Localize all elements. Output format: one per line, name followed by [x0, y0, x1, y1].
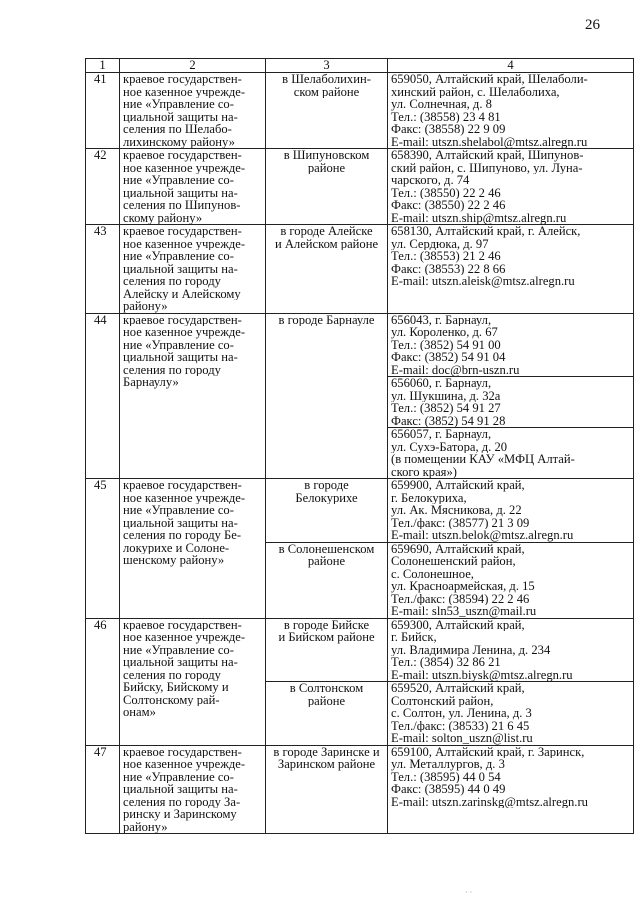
contact-info	[388, 225, 634, 314]
text-line: в Шипуновском	[283, 149, 370, 162]
table-body	[86, 73, 634, 834]
text-line: 659690, Алтайский край,	[391, 542, 525, 555]
text-line: E-mail: utszn.belok@mtsz.alregn.ru	[391, 529, 574, 542]
text-line: краевое государствен-	[123, 618, 242, 631]
text-line: E-mail: sln53_uszn@mail.ru	[391, 605, 537, 618]
contact-info	[388, 745, 634, 834]
contact-info	[388, 542, 634, 618]
text-line: с. Солонешное,	[391, 567, 474, 580]
text-line: району»	[123, 300, 168, 313]
organization-name	[120, 745, 266, 834]
row-number: 46	[86, 618, 120, 745]
service-area	[266, 225, 388, 314]
text-line: ние «Управление со-	[123, 250, 234, 263]
page-number: 26	[585, 17, 600, 33]
organization-name	[120, 73, 266, 149]
text-line: Факс: (38550) 22 2 46	[391, 199, 506, 212]
text-line: ул. Солнечная, д. 8	[391, 98, 492, 111]
text-line: E-mail: solton_uszn@list.ru	[391, 732, 533, 745]
text-line: циальной защиты на-	[123, 262, 238, 275]
text-line: ное казенное учрежде-	[123, 491, 246, 504]
text-line: Тел./факс: (38577) 21 3 09	[391, 516, 530, 529]
organization-name	[120, 479, 266, 619]
text-line: селения по городу	[123, 275, 221, 288]
row-number: 42	[86, 149, 120, 225]
text-line: Тел.: (38595) 44 0 54	[391, 770, 501, 783]
table-row	[86, 618, 634, 682]
text-line: E-mail: doc@brn-uszn.ru	[391, 363, 520, 376]
contact-info	[388, 479, 634, 543]
text-line: Заринском районе	[277, 758, 376, 771]
text-line: районе	[307, 555, 346, 568]
table-row	[86, 313, 634, 377]
text-line: E-mail: utszn.ship@mtsz.alregn.ru	[391, 211, 567, 224]
organization-name	[120, 225, 266, 314]
row-number: 45	[86, 479, 120, 619]
service-area	[266, 73, 388, 149]
service-area	[266, 542, 388, 618]
table-row	[86, 745, 634, 834]
text-line: циальной защиты на-	[123, 186, 238, 199]
row-number: 47	[86, 745, 120, 834]
service-area	[266, 313, 388, 479]
text-line: г. Бийск,	[391, 631, 437, 644]
text-line: Солтонский район,	[391, 694, 494, 707]
contact-info	[388, 618, 634, 682]
text-line: краевое государствен-	[123, 225, 242, 238]
text-line: 658130, Алтайский край, г. Алейск,	[391, 225, 581, 238]
text-line: Тел.: (38550) 22 2 46	[391, 186, 501, 199]
text-line: селения по городу Бе-	[123, 529, 242, 542]
text-line: циальной защиты на-	[123, 351, 238, 364]
table-row	[86, 479, 634, 543]
text-line: циальной защиты на-	[123, 783, 238, 796]
text-line: ное казенное учрежде-	[123, 326, 246, 339]
column-header-3: 3	[266, 59, 388, 73]
contact-info	[388, 73, 634, 149]
text-line: ул. Ак. Мясникова, д. 22	[391, 504, 522, 517]
text-line: в городе Алейске	[280, 225, 373, 238]
text-line: Алейску и Алейскому	[123, 287, 241, 300]
text-line: 659050, Алтайский край, Шелаболи-	[391, 73, 588, 86]
contact-info	[388, 682, 634, 746]
text-line: Барнаулу»	[123, 376, 179, 389]
text-line: 656043, г. Барнаул,	[391, 313, 492, 326]
text-line: ского края»)	[391, 465, 457, 478]
organization-name	[120, 149, 266, 225]
text-line: Тел.: (3852) 54 91 27	[391, 402, 501, 415]
text-line: 659520, Алтайский край,	[391, 682, 525, 695]
text-line: в Солтонском	[289, 682, 364, 695]
text-line: ное казенное учрежде-	[123, 161, 246, 174]
table-row	[86, 149, 634, 225]
text-line: Факс: (38595) 44 0 49	[391, 783, 506, 796]
service-area	[266, 149, 388, 225]
text-line: в городе Заринске и	[273, 745, 380, 758]
text-line: (в помещении КАУ «МФЦ Алтай-	[391, 453, 575, 466]
text-line: Солонешенский район,	[391, 555, 516, 568]
service-area	[266, 618, 388, 682]
text-line: краевое государствен-	[123, 745, 242, 758]
text-line: Тел./факс: (38594) 22 2 46	[391, 592, 530, 605]
text-line: ное казенное учрежде-	[123, 237, 246, 250]
text-line: ние «Управление со-	[123, 643, 234, 656]
table-row	[86, 73, 634, 149]
text-line: 656057, г. Барнаул,	[391, 428, 492, 441]
column-header-4: 4	[388, 59, 634, 73]
text-line: чарского, д. 74	[391, 174, 470, 187]
text-line: ул. Сухэ-Батора, д. 20	[391, 440, 508, 453]
text-line: ском районе	[293, 85, 360, 98]
text-line: ное казенное учрежде-	[123, 631, 246, 644]
service-area	[266, 479, 388, 543]
text-line: 658390, Алтайский край, Шипунов-	[391, 149, 584, 162]
text-line: E-mail: utszn.shelabol@mtsz.alregn.ru	[391, 135, 588, 148]
service-area	[266, 682, 388, 746]
text-line: ул. Сердюка, д. 97	[391, 237, 489, 250]
text-line: Бийску, Бийскому и	[123, 681, 229, 694]
text-line: Факс: (3852) 54 91 04	[391, 351, 506, 364]
text-line: в Шелаболихин-	[282, 73, 371, 86]
text-line: в Солонешенском	[278, 542, 375, 555]
row-number: 41	[86, 73, 120, 149]
text-line: циальной защиты на-	[123, 110, 238, 123]
text-line: E-mail: utszn.biysk@mtsz.alregn.ru	[391, 668, 573, 681]
text-line: ние «Управление со-	[123, 338, 234, 351]
text-line: 659900, Алтайский край,	[391, 479, 525, 492]
text-line: в городе Барнауле	[278, 313, 375, 326]
table-header-row	[86, 59, 634, 73]
text-line: 659300, Алтайский край,	[391, 618, 525, 631]
text-line: районе	[307, 694, 346, 707]
text-line: Солтонскому рай-	[123, 693, 220, 706]
text-line: скому району»	[123, 211, 203, 224]
contact-info	[388, 149, 634, 225]
row-number: 43	[86, 225, 120, 314]
organization-name	[120, 618, 266, 745]
contact-info	[388, 313, 634, 377]
text-line: ное казенное учрежде-	[123, 85, 246, 98]
text-line: ул. Короленко, д. 67	[391, 326, 498, 339]
text-line: Тел.: (38553) 21 2 46	[391, 250, 501, 263]
organizations-table	[85, 58, 634, 834]
text-line: Факс: (3852) 54 91 28	[391, 414, 506, 427]
text-line: ул. Шукшина, д. 32а	[391, 389, 501, 402]
text-line: 656060, г. Барнаул,	[391, 377, 492, 390]
text-line: в городе Бийске	[283, 618, 370, 631]
text-line: лихинскому району»	[123, 135, 235, 148]
row-number: 44	[86, 313, 120, 479]
text-line: ринску и Заринскому	[123, 808, 237, 821]
text-line: краевое государствен-	[123, 149, 242, 162]
text-line: Тел.: (3852) 54 91 00	[391, 338, 501, 351]
text-line: с. Солтон, ул. Ленина, д. 3	[391, 707, 532, 720]
text-line: селения по городу	[123, 363, 221, 376]
text-line: краевое государствен-	[123, 479, 242, 492]
organization-name	[120, 313, 266, 479]
text-line: Тел.: (3854) 32 86 21	[391, 656, 501, 669]
text-line: ул. Владимира Ленина, д. 234	[391, 643, 551, 656]
service-area	[266, 745, 388, 834]
text-line: шенскому району»	[123, 554, 225, 567]
text-line: селения по городу	[123, 668, 221, 681]
text-line: в городе	[304, 479, 349, 492]
text-line: району»	[123, 820, 168, 833]
text-line: онам»	[123, 706, 156, 719]
text-line: ние «Управление со-	[123, 504, 234, 517]
text-line: 659100, Алтайский край, г. Заринск,	[391, 745, 585, 758]
column-header-1: 1	[86, 59, 120, 73]
text-line: ул. Металлургов, д. 3	[391, 758, 505, 771]
text-line: хинский район, с. Шелаболиха,	[391, 85, 560, 98]
text-line: селения по городу За-	[123, 795, 241, 808]
text-line: Факс: (38558) 22 9 09	[391, 123, 506, 136]
text-line: ние «Управление со-	[123, 770, 234, 783]
text-line: ние «Управление со-	[123, 98, 234, 111]
text-line: Факс: (38553) 22 8 66	[391, 262, 506, 275]
text-line: циальной защиты на-	[123, 516, 238, 529]
text-line: и Бийском районе	[278, 631, 375, 644]
text-line: E-mail: utszn.aleisk@mtsz.alregn.ru	[391, 275, 575, 288]
text-line: ное казенное учрежде-	[123, 758, 246, 771]
text-line: локурихе и Солоне-	[123, 541, 230, 554]
text-line: краевое государствен-	[123, 73, 242, 86]
text-line: краевое государствен-	[123, 313, 242, 326]
scan-mark: · ·	[465, 888, 473, 897]
text-line: и Алейском районе	[274, 237, 379, 250]
contact-info	[388, 377, 634, 428]
text-line: ние «Управление со-	[123, 174, 234, 187]
table-row	[86, 225, 634, 314]
text-line: ский район, с. Шипуново, ул. Луна-	[391, 161, 583, 174]
column-header-2: 2	[120, 59, 266, 73]
text-line: районе	[307, 161, 346, 174]
text-line: E-mail: utszn.zarinskg@mtsz.alregn.ru	[391, 795, 588, 808]
text-line: Тел./факс: (38533) 21 6 45	[391, 719, 530, 732]
text-line: циальной защиты на-	[123, 656, 238, 669]
text-line: ул. Красноармейская, д. 15	[391, 580, 535, 593]
contact-info	[388, 428, 634, 479]
text-line: селения по Шипунов-	[123, 199, 241, 212]
text-line: Белокурихе	[295, 491, 358, 504]
text-line: селения по Шелабо-	[123, 123, 232, 136]
text-line: г. Белокуриха,	[391, 491, 467, 504]
text-line: Тел.: (38558) 23 4 81	[391, 110, 501, 123]
